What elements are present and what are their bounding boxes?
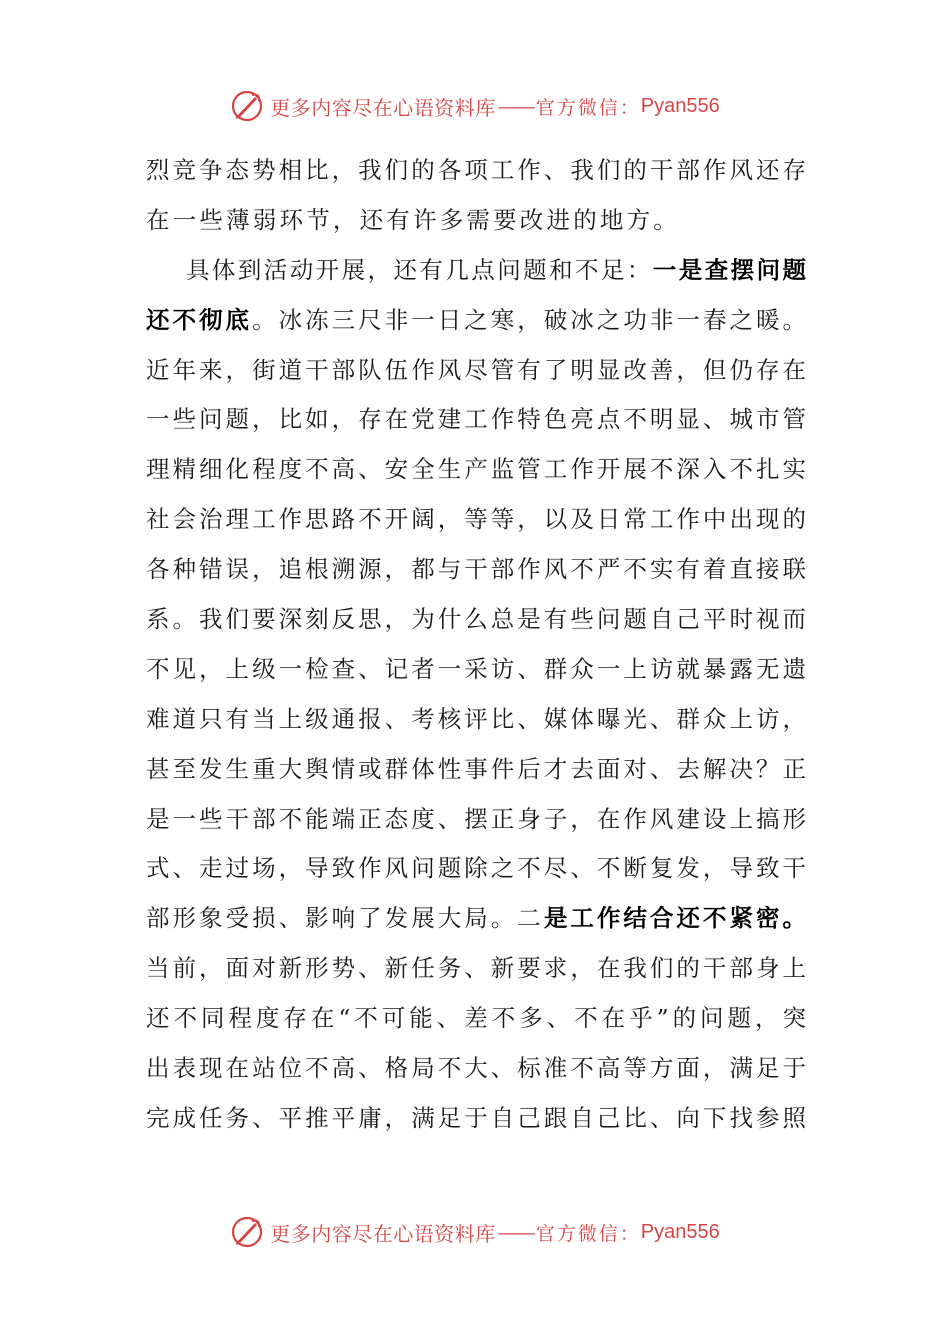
- text-line: 社会治理工作思路不开阔，等等，以及日常工作中出现的: [146, 505, 806, 534]
- watermark-dash: ——: [497, 1220, 534, 1244]
- text-line: [146, 296, 806, 346]
- text-line: 系。我们要深刻反思，为什么总是有些问题自己平时视而: [146, 605, 806, 634]
- watermark-official-label: 官方微信：: [535, 96, 641, 119]
- text-line: [146, 894, 806, 944]
- quill-logo-icon: [230, 1215, 264, 1249]
- text-line: 出表现在站位不高、格局不大、标准不高等方面，满足于: [146, 1054, 806, 1083]
- emphasis-heading-1-cont: 还不彻底: [146, 305, 253, 334]
- paragraph-1: [146, 146, 806, 246]
- text-run: 部形象受损、影响了发展大局。二: [146, 904, 544, 933]
- watermark-wechat-id: Pyan556: [640, 94, 720, 117]
- text-line: 完成任务、平推平庸，满足于自己跟自己比、向下找参照: [146, 1103, 806, 1132]
- footer-watermark: [0, 1212, 950, 1252]
- emphasis-heading-1: 一是查摆问题: [652, 255, 807, 284]
- watermark-wechat-id: Pyan556: [640, 1220, 720, 1243]
- text-line: 不见，上级一检查、记者一采访、群众一上访就暴露无遗: [146, 654, 806, 683]
- text-line: 当前，面对新形势、新任务、新要求，在我们的干部身上: [146, 954, 806, 983]
- text-line: 在一些薄弱环节，还有许多需要改进的地方。: [146, 205, 680, 234]
- text-line: 难道只有当上级通报、考核评比、媒体曝光、群众上访，: [146, 704, 806, 733]
- text-line: [146, 246, 806, 296]
- watermark-official-label: 官方微信：: [535, 1222, 641, 1245]
- text-line: 式、走过场，导致作风问题除之不尽、不断复发，导致干: [146, 854, 806, 883]
- watermark-site-text: 更多内容尽在心语资料库: [270, 95, 496, 120]
- paragraph-2: [146, 246, 806, 1144]
- text-run: 具体到活动开展，还有几点问题和不足：: [186, 255, 653, 284]
- text-line: 烈竞争态势相比，我们的各项工作、我们的干部作风还存: [146, 156, 806, 184]
- text-line: 是一些干部不能端正态度、摆正身子，在作风建设上搞形: [146, 804, 806, 833]
- text-line: 还不同程度存在“不可能、差不多、不在乎”的问题，突: [146, 1004, 806, 1033]
- text-line: 理精细化程度不高、安全生产监管工作开展不深入不扎实: [146, 455, 806, 484]
- header-watermark: [0, 86, 950, 126]
- emphasis-heading-2: 是工作结合还不紧密。: [543, 904, 806, 933]
- document-body: [146, 146, 806, 1144]
- text-line: 各种错误，追根溯源，都与干部作风不严不实有着直接联: [146, 555, 806, 584]
- text-line: 一些问题，比如，存在党建工作特色亮点不明显、城市管: [146, 405, 806, 434]
- watermark-dash: ——: [497, 94, 534, 118]
- text-line: 近年来，街道干部队伍作风尽管有了明显改善，但仍存在: [146, 355, 806, 384]
- text-run: 。冰冻三尺非一日之寒，破冰之功非一春之暖。: [252, 305, 807, 334]
- text-line: 甚至发生重大舆情或群体性事件后才去面对、去解决？正: [146, 754, 806, 783]
- watermark-site-text: 更多内容尽在心语资料库: [270, 1221, 496, 1246]
- quill-logo-icon: [230, 89, 264, 123]
